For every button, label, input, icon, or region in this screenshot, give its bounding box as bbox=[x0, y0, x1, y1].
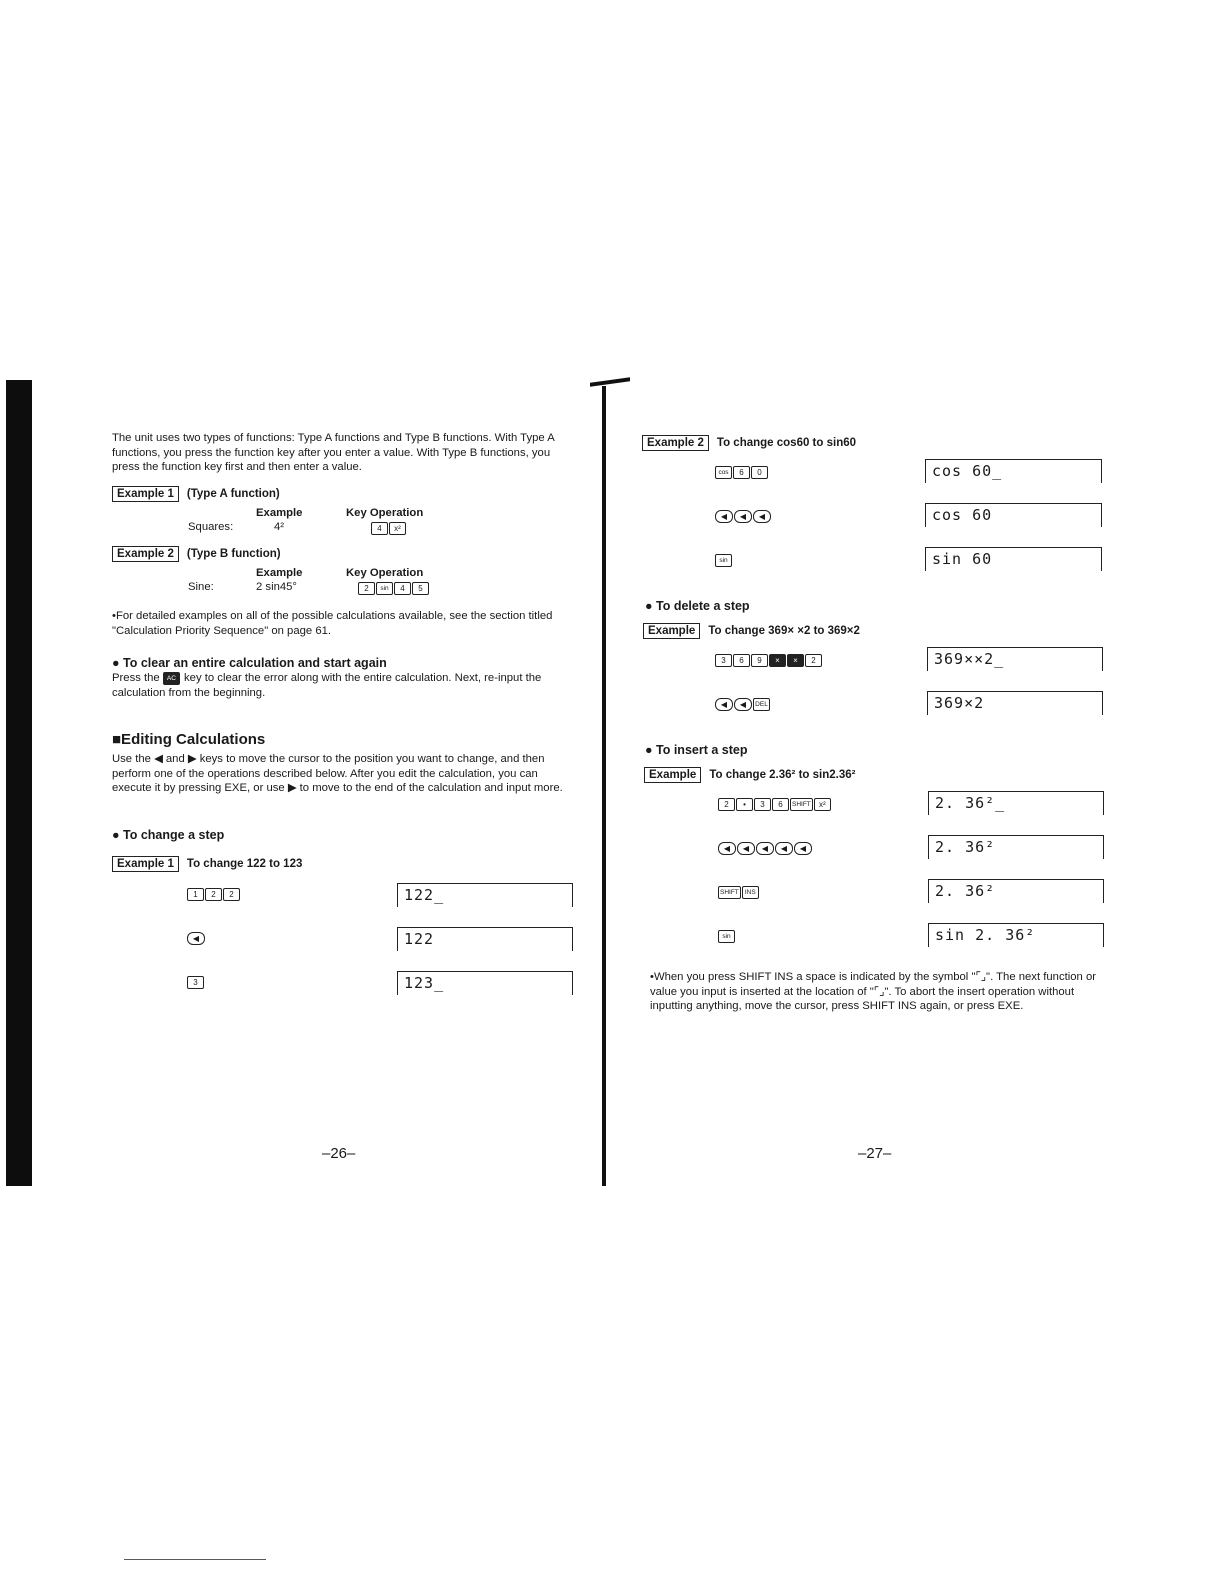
key-6: 6 bbox=[772, 798, 789, 811]
left-arrow-key: ◀ bbox=[734, 510, 752, 523]
key-sequence bbox=[715, 652, 823, 670]
key-x-squared: x² bbox=[814, 798, 831, 811]
key-sequence bbox=[187, 974, 205, 992]
key-sin: sin bbox=[376, 582, 393, 595]
lcd-display: 369×2 bbox=[927, 691, 1103, 715]
key-2: 2 bbox=[805, 654, 822, 667]
clear-heading: ● To clear an entire calculation and start again bbox=[112, 656, 387, 670]
key-3: 3 bbox=[754, 798, 771, 811]
type-b-example-header bbox=[112, 544, 281, 562]
change-example-header bbox=[112, 854, 302, 872]
insert-heading: ● To insert a step bbox=[645, 743, 748, 757]
left-arrow-key: ◀ bbox=[794, 842, 812, 855]
example-label: Example 2 bbox=[112, 546, 179, 562]
type-a-example-header bbox=[112, 484, 280, 502]
delete-example-header bbox=[643, 621, 860, 639]
col-example: Example bbox=[256, 567, 303, 579]
lcd-display: 2. 36² bbox=[928, 835, 1104, 859]
key-4: 4 bbox=[394, 582, 411, 595]
key-6: 6 bbox=[733, 654, 750, 667]
lcd-display: cos 60_ bbox=[925, 459, 1102, 483]
key-sequence bbox=[715, 464, 769, 482]
key-0: 0 bbox=[751, 466, 768, 479]
key-2: 2 bbox=[205, 888, 222, 901]
ac-key: AC bbox=[163, 672, 180, 685]
example-label: Example bbox=[644, 767, 701, 783]
key-multiply: × bbox=[769, 654, 786, 667]
page-number: –27– bbox=[858, 1145, 892, 1162]
left-arrow-key: ◀ bbox=[753, 510, 771, 523]
key-sequence bbox=[718, 884, 760, 902]
footer-link-line bbox=[124, 1559, 266, 1560]
intro-paragraph: The unit uses two types of functions: Type A functions and Type B functions. With Type A functions, you press the function key after you enter a value. With Type B functions, you press the function key first and then enter a value. bbox=[112, 432, 555, 473]
key-cos: cos bbox=[715, 466, 732, 479]
lcd-display: 2. 36² bbox=[928, 879, 1104, 903]
key-2: 2 bbox=[223, 888, 240, 901]
left-arrow-key: ◀ bbox=[718, 842, 736, 855]
key-1: 1 bbox=[187, 888, 204, 901]
lcd-display: 123_ bbox=[397, 971, 573, 995]
example-title: (Type A function) bbox=[186, 488, 280, 500]
example-title: To change 369× ×2 to 369×2 bbox=[708, 625, 860, 637]
key-3: 3 bbox=[187, 976, 204, 989]
example-title: (Type B function) bbox=[186, 548, 281, 560]
key-sin: sin bbox=[718, 930, 735, 943]
example-label: Example 1 bbox=[112, 486, 179, 502]
key-decimal: • bbox=[736, 798, 753, 811]
left-arrow-key: ◀ bbox=[734, 698, 752, 711]
edit-paragraph: Use the ◀ and ▶ keys to move the cursor to the position you want to change, and then perform one of the operations described below. After you edit the calculation, you can execute it by pressing EXE, or use ▶ to move to the end of the calculation and input more. bbox=[112, 753, 563, 794]
key-ins: INS bbox=[742, 886, 759, 899]
left-arrow-key: ◀ bbox=[737, 842, 755, 855]
row-label: Squares: bbox=[188, 521, 234, 533]
key-2: 2 bbox=[718, 798, 735, 811]
key-sequence bbox=[187, 930, 206, 948]
col-example: Example bbox=[256, 507, 303, 519]
clear-paragraph: Press the AC key to clear the error along with the entire calculation. Next, re-input the calculation from the beginning. bbox=[112, 672, 542, 699]
left-arrow-key: ◀ bbox=[756, 842, 774, 855]
key-sin: sin bbox=[715, 554, 732, 567]
section-heading: ■Editing Calculations bbox=[112, 731, 266, 748]
key-del: DEL bbox=[753, 698, 770, 711]
lcd-display: sin 60 bbox=[925, 547, 1102, 571]
key-x-squared: x² bbox=[389, 522, 406, 535]
page-number: –26– bbox=[322, 1145, 356, 1162]
delete-heading: ● To delete a step bbox=[645, 599, 750, 613]
example-title: To change 122 to 123 bbox=[186, 858, 303, 870]
note-paragraph: •For detailed examples on all of the possible calculations available, see the section titled "Calculation Priority Sequence" on page 61. bbox=[112, 610, 553, 637]
key-9: 9 bbox=[751, 654, 768, 667]
key-shift: SHIFT bbox=[718, 886, 741, 899]
row-value: 4² bbox=[274, 521, 285, 533]
insert-example-header bbox=[644, 765, 855, 783]
example-title: To change 2.36² to sin2.36² bbox=[709, 769, 856, 781]
key-sequence bbox=[718, 840, 813, 858]
key-6: 6 bbox=[733, 466, 750, 479]
key-sequence bbox=[715, 508, 772, 526]
center-binding-top bbox=[590, 377, 630, 387]
row-value: 2 sin45° bbox=[256, 581, 297, 593]
col-key-operation: Key Operation bbox=[346, 507, 424, 519]
example-2-header bbox=[642, 433, 856, 451]
key-4: 4 bbox=[371, 522, 388, 535]
key-sequence bbox=[718, 796, 832, 814]
key-sequence bbox=[187, 886, 241, 904]
example-label: Example 1 bbox=[112, 856, 179, 872]
lcd-display: sin 2. 36² bbox=[928, 923, 1104, 947]
insert-note-paragraph: •When you press SHIFT INS a space is indicated by the symbol "⌜⌟". The next function or value you input is inserted at the location of "⌜⌟". To abort the insert operation without inputting anything, move the cursor, press SHIFT INS again, or press EXE. bbox=[650, 971, 1096, 1012]
key-5: 5 bbox=[412, 582, 429, 595]
left-arrow-key: ◀ bbox=[715, 510, 733, 523]
center-binding-line bbox=[602, 386, 606, 1186]
left-arrow-key: ◀ bbox=[715, 698, 733, 711]
example-label: Example bbox=[643, 623, 700, 639]
lcd-display: 2. 36²_ bbox=[928, 791, 1104, 815]
lcd-display: 122 bbox=[397, 927, 573, 951]
example-label: Example 2 bbox=[642, 435, 709, 451]
key-shift: SHIFT bbox=[790, 798, 813, 811]
key-multiply: × bbox=[787, 654, 804, 667]
change-heading: ● To change a step bbox=[112, 828, 225, 842]
lcd-display: 122_ bbox=[397, 883, 573, 907]
left-page-edge bbox=[6, 380, 32, 1186]
row-label: Sine: bbox=[188, 581, 214, 593]
key-3: 3 bbox=[715, 654, 732, 667]
key-sequence bbox=[715, 696, 771, 714]
left-arrow-key: ◀ bbox=[775, 842, 793, 855]
key-sequence bbox=[358, 580, 430, 598]
key-2: 2 bbox=[358, 582, 375, 595]
lcd-display: cos 60 bbox=[925, 503, 1102, 527]
key-sequence bbox=[715, 552, 733, 570]
col-key-operation: Key Operation bbox=[346, 567, 424, 579]
lcd-display: 369××2_ bbox=[927, 647, 1103, 671]
key-sequence bbox=[371, 520, 407, 538]
example-title: To change cos60 to sin60 bbox=[716, 437, 857, 449]
key-sequence bbox=[718, 928, 736, 946]
left-arrow-key: ◀ bbox=[187, 932, 205, 945]
